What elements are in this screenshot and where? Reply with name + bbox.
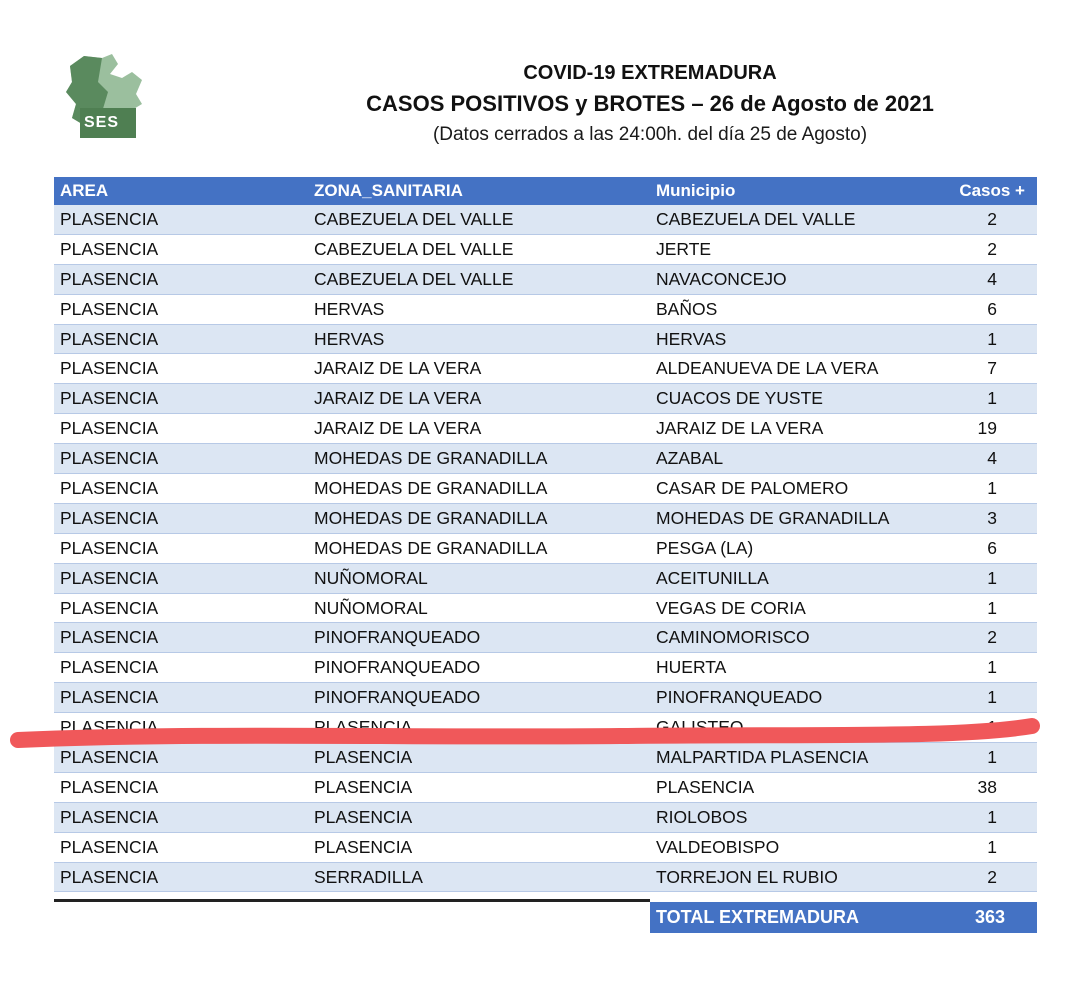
total-label: TOTAL EXTREMADURA [656, 907, 860, 927]
cell-zona: PINOFRANQUEADO [314, 627, 481, 648]
cell-area: PLASENCIA [60, 806, 159, 827]
table-row [54, 713, 1037, 743]
cell-zona: NUÑOMORAL [314, 597, 428, 618]
header-zona: ZONA_SANITARIA [314, 181, 463, 200]
cell-zona: PLASENCIA [314, 836, 413, 857]
table-row [54, 384, 1037, 414]
cell-area: PLASENCIA [60, 507, 159, 528]
cell-area: PLASENCIA [60, 776, 159, 797]
table-row [54, 444, 1037, 474]
cell-municipio: PESGA (LA) [656, 537, 754, 558]
header-municipio: Municipio [656, 181, 736, 200]
cell-area: PLASENCIA [60, 687, 159, 708]
table-row [54, 653, 1037, 683]
cell-zona: JARAIZ DE LA VERA [314, 358, 482, 379]
cell-area: PLASENCIA [60, 657, 159, 678]
cell-zona: NUÑOMORAL [314, 567, 428, 588]
cell-casos: 7 [987, 358, 997, 379]
table-row [54, 235, 1037, 265]
table-row [54, 325, 1037, 355]
table-row [54, 833, 1037, 863]
table-row [54, 534, 1037, 564]
cell-municipio: ALDEANUEVA DE LA VERA [656, 358, 879, 379]
cell-municipio: BAÑOS [656, 298, 718, 319]
cell-area: PLASENCIA [60, 268, 159, 289]
cell-zona: PINOFRANQUEADO [314, 657, 481, 678]
cell-area: PLASENCIA [60, 567, 159, 588]
logo-text: SES [84, 114, 120, 131]
cell-municipio: PINOFRANQUEADO [656, 687, 823, 708]
cell-area: PLASENCIA [60, 418, 159, 439]
table-row [54, 414, 1037, 444]
cell-municipio: HUERTA [656, 657, 727, 678]
cell-casos: 1 [987, 328, 997, 349]
table-row [54, 623, 1037, 653]
cell-casos: 19 [977, 418, 997, 439]
cell-casos: 1 [987, 567, 997, 588]
cell-municipio: ACEITUNILLA [656, 567, 769, 588]
cell-casos: 1 [987, 806, 997, 827]
cell-area: PLASENCIA [60, 866, 159, 887]
cell-municipio: CAMINOMORISCO [656, 627, 810, 648]
table-row [54, 295, 1037, 325]
cell-municipio: MALPARTIDA PLASENCIA [656, 746, 869, 767]
total-row [650, 902, 1037, 933]
cell-municipio: VALDEOBISPO [656, 836, 780, 857]
table-header [54, 177, 1037, 205]
cell-zona: MOHEDAS DE GRANADILLA [314, 448, 548, 469]
report-subtitle: CASOS POSITIVOS y BROTES – 26 de Agosto de 2021 [366, 91, 934, 116]
cell-area: PLASENCIA [60, 238, 159, 259]
cell-casos: 2 [987, 866, 997, 887]
cell-casos: 4 [987, 268, 997, 289]
cell-area: PLASENCIA [60, 477, 159, 498]
cell-zona: PLASENCIA [314, 776, 413, 797]
cell-casos: 4 [987, 448, 997, 469]
total-value: 363 [974, 907, 1005, 927]
cell-zona: CABEZUELA DEL VALLE [314, 268, 514, 289]
cases-table [54, 177, 1037, 892]
cell-zona: MOHEDAS DE GRANADILLA [314, 537, 548, 558]
cell-casos: 2 [987, 208, 997, 229]
cell-zona: PLASENCIA [314, 806, 413, 827]
cell-municipio: HERVAS [656, 328, 727, 349]
cell-casos: 1 [987, 746, 997, 767]
cell-zona: PINOFRANQUEADO [314, 687, 481, 708]
cell-municipio: JARAIZ DE LA VERA [656, 418, 824, 439]
cell-casos: 2 [987, 627, 997, 648]
cell-casos: 38 [977, 776, 997, 797]
cell-area: PLASENCIA [60, 836, 159, 857]
cell-casos: 1 [987, 687, 997, 708]
cell-area: PLASENCIA [60, 208, 159, 229]
cell-zona: CABEZUELA DEL VALLE [314, 208, 514, 229]
cell-municipio: JERTE [656, 238, 712, 259]
cell-casos: 3 [987, 507, 997, 528]
cell-area: PLASENCIA [60, 298, 159, 319]
cell-zona: JARAIZ DE LA VERA [314, 388, 482, 409]
table-bottom-rule [54, 899, 650, 902]
table-row [54, 354, 1037, 384]
header-casos: Casos + [959, 181, 1025, 200]
cell-area: PLASENCIA [60, 448, 159, 469]
cell-municipio: VEGAS DE CORIA [656, 597, 806, 618]
table-row [54, 803, 1037, 833]
cell-zona: PLASENCIA [314, 717, 413, 738]
cell-casos: 6 [987, 537, 997, 558]
cell-municipio: MOHEDAS DE GRANADILLA [656, 507, 890, 528]
cell-zona: HERVAS [314, 298, 385, 319]
cell-area: PLASENCIA [60, 388, 159, 409]
table-body [54, 205, 1037, 892]
cell-casos: 1 [987, 477, 997, 498]
table-row [54, 504, 1037, 534]
cell-casos: 1 [987, 836, 997, 857]
cell-area: PLASENCIA [60, 717, 159, 738]
cell-zona: JARAIZ DE LA VERA [314, 418, 482, 439]
cell-zona: SERRADILLA [314, 866, 423, 887]
cell-zona: MOHEDAS DE GRANADILLA [314, 477, 548, 498]
table-row [54, 683, 1037, 713]
table-row [54, 474, 1037, 504]
table-row [54, 205, 1037, 235]
cell-casos: 1 [987, 597, 997, 618]
cell-municipio: AZABAL [656, 448, 724, 469]
cell-municipio: TORREJON EL RUBIO [656, 866, 838, 887]
cell-zona: CABEZUELA DEL VALLE [314, 238, 514, 259]
document-header [300, 58, 1000, 150]
cell-area: PLASENCIA [60, 597, 159, 618]
cell-casos: 1 [987, 388, 997, 409]
cell-zona: PLASENCIA [314, 746, 413, 767]
report-note: (Datos cerrados a las 24:00h. del día 25 de Agosto) [432, 124, 868, 145]
cell-municipio: CABEZUELA DEL VALLE [656, 208, 856, 229]
cell-area: PLASENCIA [60, 358, 159, 379]
header-area: AREA [60, 181, 109, 200]
cell-municipio: PLASENCIA [656, 776, 755, 797]
cell-municipio: CASAR DE PALOMERO [656, 477, 849, 498]
cell-area: PLASENCIA [60, 627, 159, 648]
cell-casos: 2 [987, 238, 997, 259]
cell-casos: 1 [987, 657, 997, 678]
cell-area: PLASENCIA [60, 328, 159, 349]
cell-area: PLASENCIA [60, 537, 159, 558]
report-title: COVID-19 EXTREMADURA [523, 62, 777, 84]
table-row [54, 564, 1037, 594]
table-row [54, 743, 1037, 773]
cell-municipio: CUACOS DE YUSTE [656, 388, 823, 409]
table-row [54, 863, 1037, 893]
table-row [54, 594, 1037, 624]
cell-casos: 6 [987, 298, 997, 319]
cell-zona: HERVAS [314, 328, 385, 349]
cell-zona: MOHEDAS DE GRANADILLA [314, 507, 548, 528]
cell-casos: 1 [987, 717, 997, 738]
cell-municipio: GALISTEO [656, 717, 744, 738]
table-row [54, 773, 1037, 803]
cell-area: PLASENCIA [60, 746, 159, 767]
cell-municipio: RIOLOBOS [656, 806, 748, 827]
cell-municipio: NAVACONCEJO [656, 268, 787, 289]
table-row [54, 265, 1037, 295]
